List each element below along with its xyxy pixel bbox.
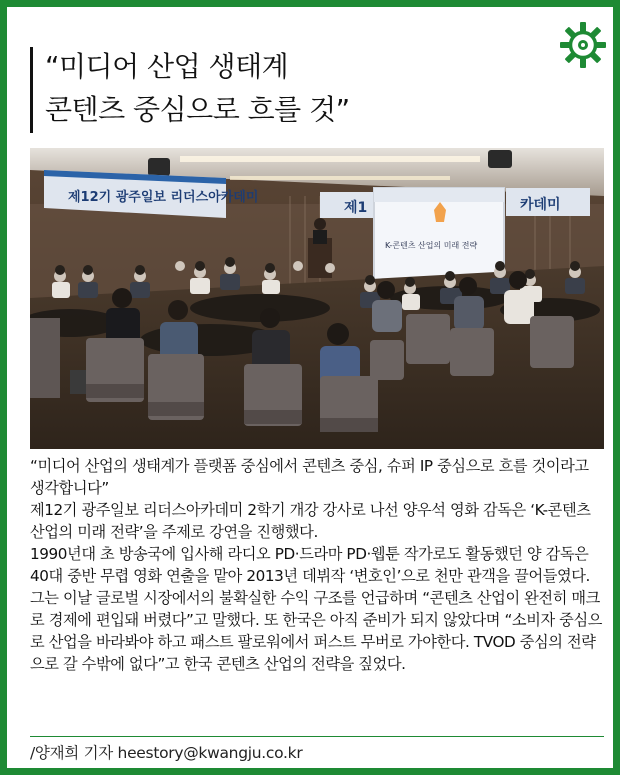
photo-banner-right-2: 카데미 bbox=[520, 197, 561, 213]
headline-line-1: “미디어 산업 생태계 bbox=[45, 50, 289, 83]
byline: /양재희 기자 heestory@kwangju.co.kr bbox=[30, 744, 303, 762]
byline-divider bbox=[30, 736, 604, 737]
article-paragraph-2: 제12기 광주일보 리더스아카데미 2학기 개강 강사로 나선 양우석 영화 감독은 ‘K-콘텐츠 산업의 미래 전략’을 주제로 강연을 진행했다. bbox=[30, 501, 591, 541]
headline bbox=[45, 45, 350, 131]
kwangju-ilbo-logo-icon bbox=[559, 21, 607, 69]
photo-banner-right-1: 제1 bbox=[344, 200, 368, 216]
article-paragraph-3: 1990년대 초 방송국에 입사해 라디오 PD·드라마 PD·웹툰 작가로도 활동했던 양 감독은 40대 중반 무렵 영화 연출을 맡아 2013년 데뷔작 ‘변호인’으로 천만 관객을 끌어들였다. bbox=[30, 545, 590, 585]
photo-banner-left: 제12기 광주일보 리더스아카데미 bbox=[68, 190, 259, 205]
article-body bbox=[30, 455, 605, 675]
article-paragraph-1: “미디어 산업의 생태계가 플랫폼 중심에서 콘텐츠 중심, 슈퍼 IP 중심으로 흐를 것이라고 생각합니다” bbox=[30, 457, 589, 497]
title-accent-bar bbox=[30, 47, 33, 133]
article-paragraph-4: 그는 이날 글로벌 시장에서의 불확실한 수익 구조를 언급하며 “콘텐츠 산업이 완전히 매크로 경제에 편입돼 버렸다”고 말했다. 또 한국은 아직 준비가 되지 않았다며 “소비자 중심으로 산업을 바라봐야 하고 패스트 팔로워에서 퍼스트 무버로 가야한다. TVOD 중심의 전략으로 갈 수밖에 없다”고 한국 콘텐츠 산업의 전략을 짚었다. bbox=[30, 589, 602, 673]
photo-screen-text: K-콘텐츠 산업의 미래 전략 bbox=[385, 241, 478, 250]
lecture-photo bbox=[30, 148, 604, 449]
headline-line-2: 콘텐츠 중심으로 흐를 것” bbox=[45, 93, 350, 126]
